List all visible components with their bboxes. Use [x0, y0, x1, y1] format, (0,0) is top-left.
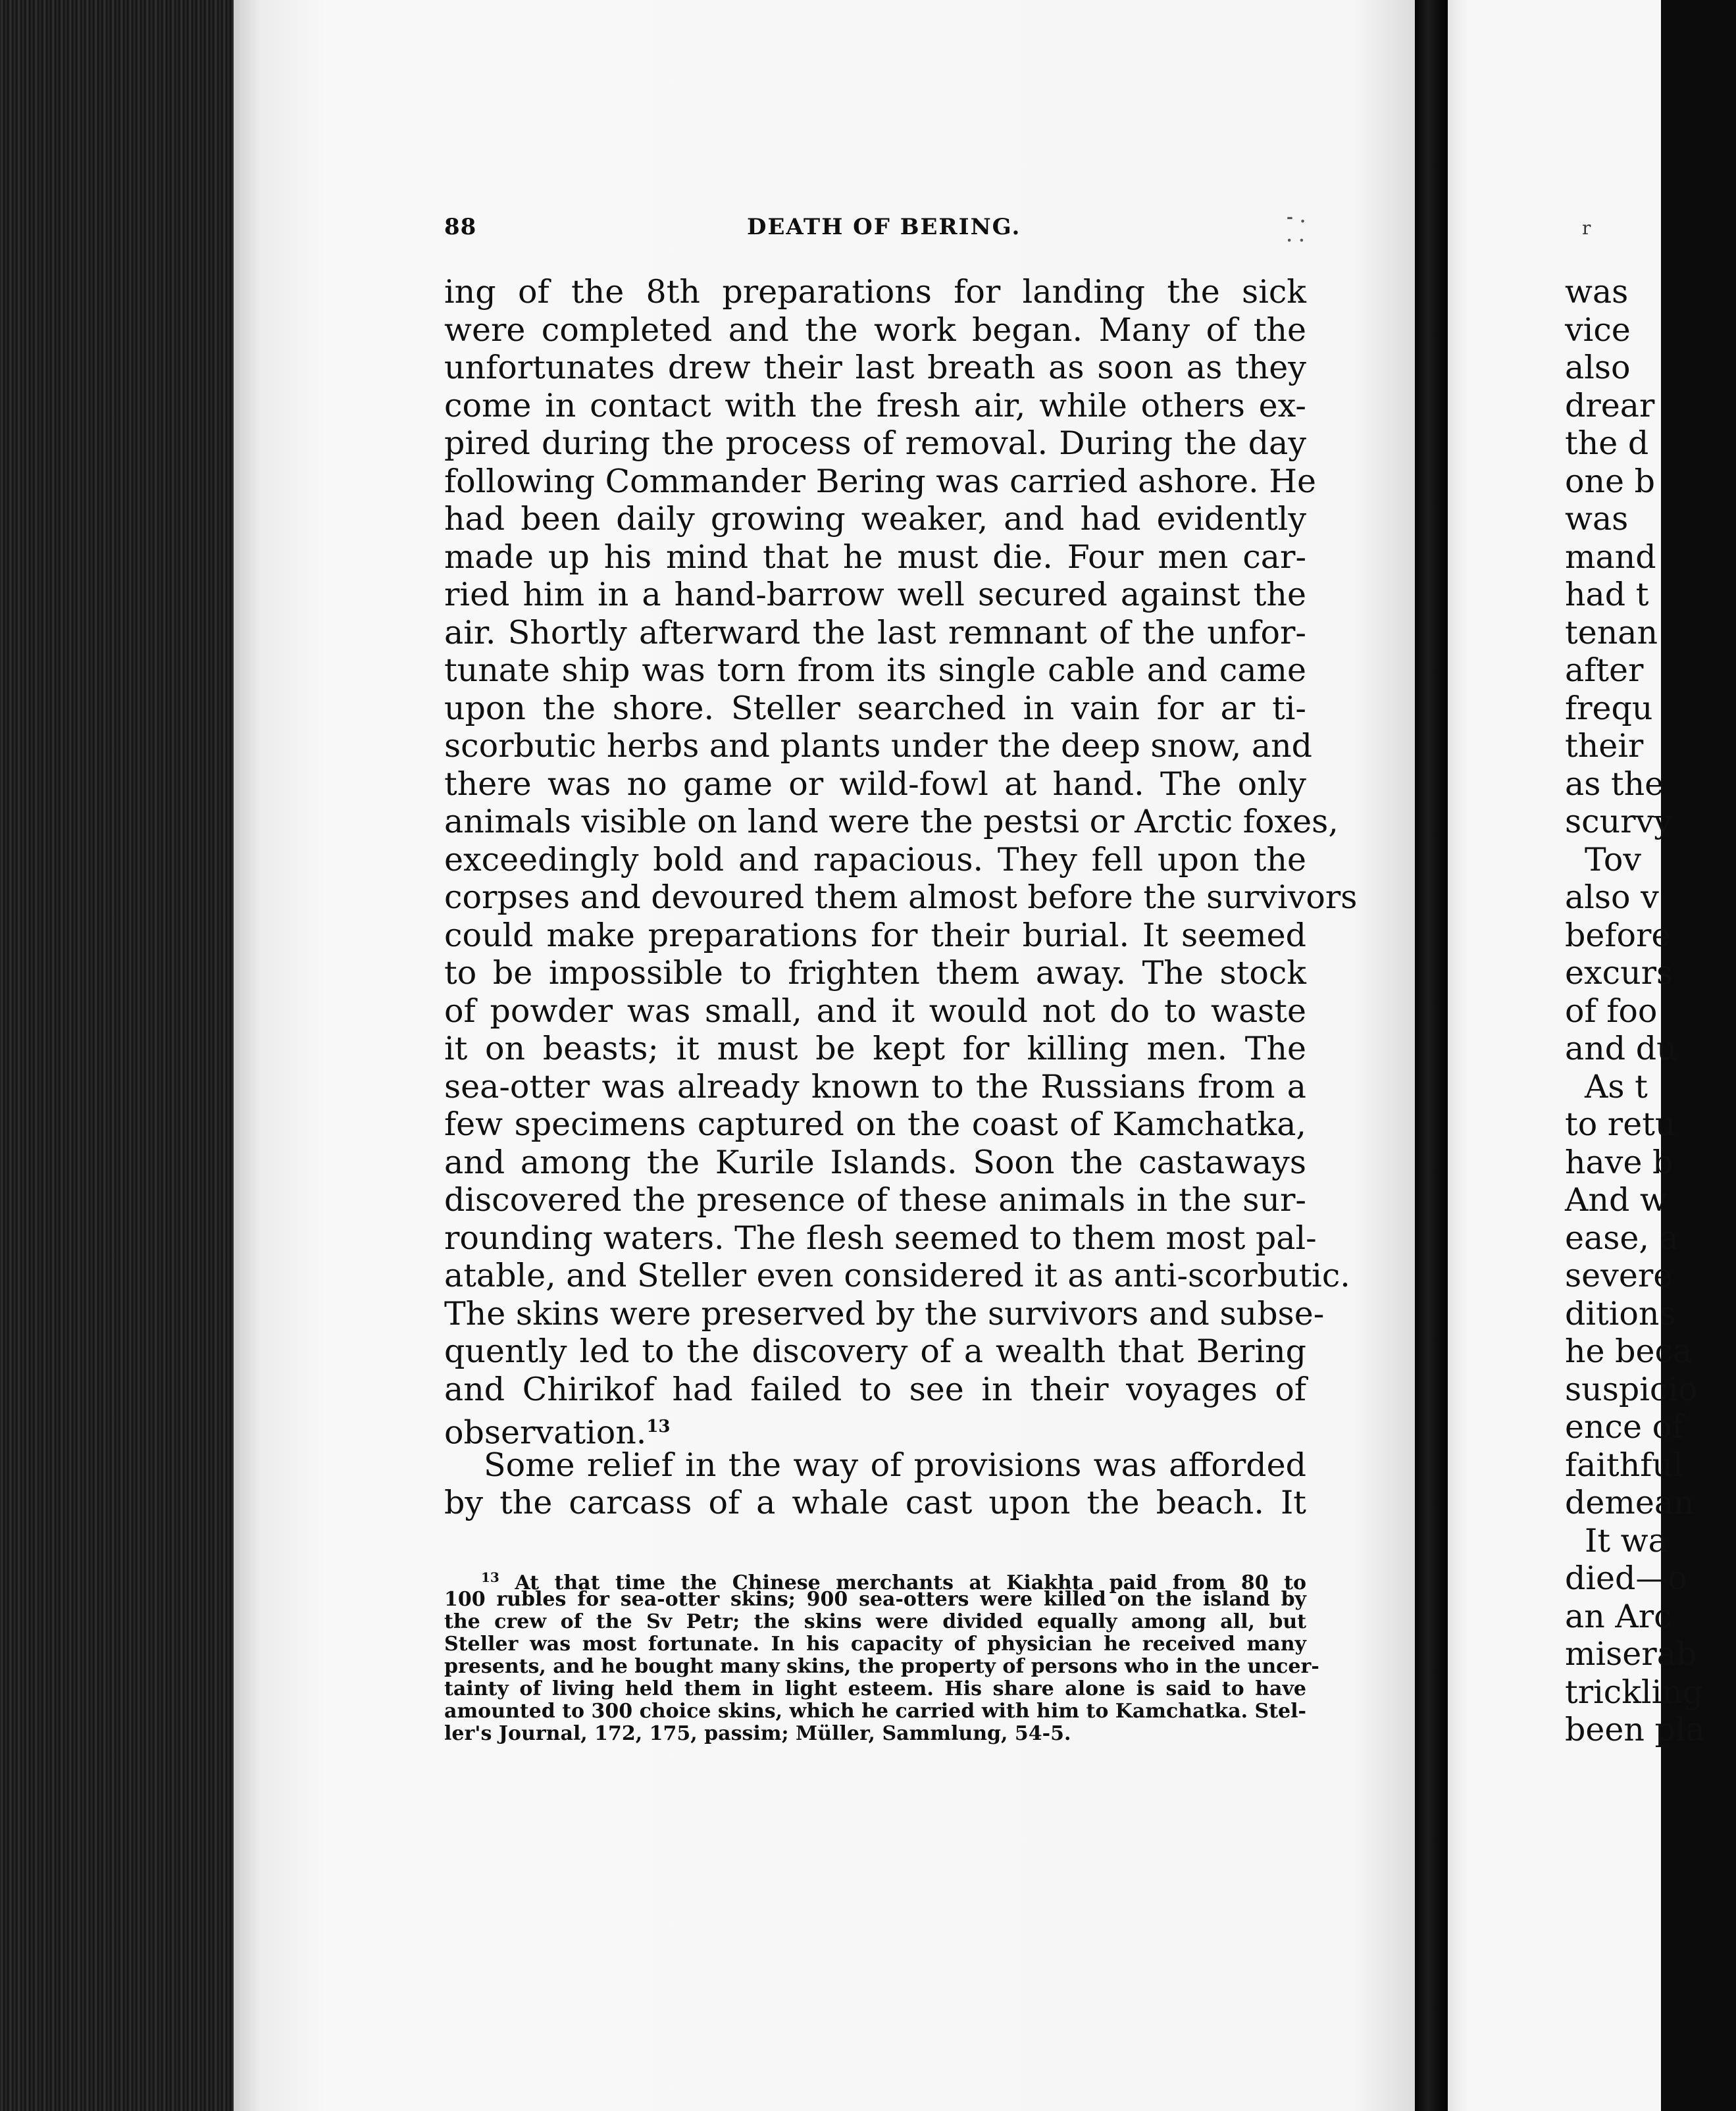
body-line: sea-otter was already known to the Russians from a: [444, 1067, 1306, 1106]
right-line: faithful: [1565, 1446, 1683, 1484]
right-line: also v: [1565, 878, 1659, 916]
right-line: of foo: [1565, 992, 1658, 1030]
body-line: to be impossible to frighten them away. The stock: [444, 954, 1306, 992]
body-line: rounding waters. The flesh seemed to them most pal-: [444, 1219, 1317, 1257]
right-line: ence of: [1565, 1408, 1684, 1446]
footnote-line: Steller was most fortunate. In his capacity of physician he received many: [444, 1633, 1306, 1656]
footnote-line: At that time the Chinese merchants at Kiakhta paid from 80 to: [515, 1571, 1306, 1594]
right-line: suspicio: [1565, 1370, 1698, 1408]
footnote-line-first: [444, 1566, 1306, 1594]
running-head: DEATH OF BERING.: [747, 214, 1021, 240]
footnote-line: ler's Journal, 172, 175, passim; Müller, Sammlung, 54-5.: [444, 1722, 1071, 1745]
body-line: tunate ship was torn from its single cable and came: [444, 651, 1306, 689]
right-line: he beca: [1565, 1333, 1693, 1370]
body-line: could make preparations for their burial. It seemed: [444, 916, 1306, 954]
right-line: excurs: [1565, 954, 1673, 992]
body-line: by the carcass of a whale cast upon the beach. It: [444, 1484, 1306, 1521]
right-line: severe: [1565, 1257, 1673, 1294]
right-line: trickling: [1565, 1673, 1704, 1711]
right-line: also: [1565, 349, 1631, 386]
right-line: vice: [1565, 311, 1631, 349]
body-line: animals visible on land were the pestsi or Arctic foxes,: [444, 803, 1339, 840]
right-page-text: [1565, 273, 1736, 1749]
book-gutter: [1415, 0, 1448, 2111]
body-line: observation.: [444, 1413, 647, 1452]
footnote-reference: 13: [646, 1417, 671, 1437]
body-line: and among the Kurile Islands. Soon the castaways: [444, 1143, 1306, 1181]
body-line: upon the shore. Steller searched in vain for ar ti-: [444, 689, 1306, 727]
footnote-line: presents, and he bought many skins, the property of persons who in the uncer-: [444, 1655, 1319, 1678]
body-line: made up his mind that he must die. Four men car-: [444, 538, 1306, 576]
right-line: ease, a: [1565, 1219, 1679, 1257]
body-line: ried him in a hand-barrow well secured against the: [444, 576, 1306, 613]
body-line: scorbutic herbs and plants under the deep snow, and: [444, 727, 1313, 765]
right-line: And w: [1565, 1181, 1668, 1219]
right-line: was: [1565, 500, 1629, 538]
body-line: quently led to the discovery of a wealth that Bering: [444, 1333, 1306, 1370]
right-line: had t: [1565, 576, 1649, 613]
body-line: had been daily growing weaker, and had evidently: [444, 500, 1306, 538]
body-line-with-footnote-ref: [444, 1408, 1306, 1452]
scanner-page-edge: [0, 0, 237, 2111]
footnote-line: the crew of the Sv Petr; the skins were divided equally among all, but: [444, 1610, 1306, 1633]
footnote-line: tainty of living held them in light esteem. His share alone is said to have: [444, 1677, 1306, 1700]
right-line: as the: [1565, 765, 1664, 803]
right-page-mark: r: [1582, 217, 1591, 239]
body-line: corpses and devoured them almost before the survivors: [444, 878, 1358, 916]
body-line: following Commander Bering was carried ashore. He: [444, 462, 1316, 500]
body-line: ing of the 8th preparations for landing the sick: [444, 273, 1306, 311]
body-line: were completed and the work began. Many of the: [444, 311, 1306, 349]
right-line: demean: [1565, 1484, 1695, 1521]
body-line: and Chirikof had failed to see in their voyages of: [444, 1370, 1306, 1408]
right-line: been pla: [1565, 1711, 1705, 1748]
right-line: before: [1565, 916, 1671, 954]
body-text: [444, 273, 1358, 1522]
page-header: [444, 207, 1306, 247]
right-line: drear: [1565, 386, 1655, 424]
right-line: frequ: [1565, 689, 1653, 727]
page-number: 88: [444, 214, 477, 240]
right-line: Tov: [1585, 840, 1642, 878]
body-line: there was no game or wild-fowl at hand. The only: [444, 765, 1306, 803]
body-line: few specimens captured on the coast of Kamchatka,: [444, 1106, 1306, 1143]
body-line: air. Shortly afterward the last remnant of the unfor-: [444, 613, 1306, 651]
right-line: the d: [1565, 424, 1649, 462]
header-mark: - . . .: [1287, 207, 1306, 245]
body-line: Some relief in the way of provisions was afforded: [484, 1446, 1306, 1484]
body-line: it on beasts; it must be kept for killing men. The: [444, 1030, 1306, 1067]
body-line: unfortunates drew their last breath as soon as they: [444, 349, 1306, 386]
right-line: have b: [1565, 1143, 1673, 1181]
body-line: The skins were preserved by the survivors and subse-: [444, 1294, 1325, 1333]
right-line: an Arc: [1565, 1597, 1672, 1635]
right-line: tenan: [1565, 613, 1658, 651]
right-line: It wa: [1585, 1521, 1668, 1560]
right-line: their: [1565, 727, 1644, 765]
body-line: come in contact with the fresh air, while others ex-: [444, 386, 1306, 424]
right-line: As t: [1585, 1067, 1648, 1106]
body-line: discovered the presence of these animals in the sur-: [444, 1181, 1306, 1219]
right-line: was: [1565, 273, 1629, 311]
right-line: after: [1565, 651, 1644, 689]
body-line: pired during the process of removal. During the day: [444, 424, 1306, 462]
right-line: one b: [1565, 462, 1655, 500]
right-line: ditions: [1565, 1294, 1676, 1333]
footnote-block: [444, 1566, 1319, 1745]
footnote-line: amounted to 300 choice skins, which he carried with him to Kamchatka. Stel-: [444, 1700, 1306, 1723]
right-line: scurvy: [1565, 803, 1672, 840]
right-line: mand: [1565, 538, 1656, 576]
right-line: died—o: [1565, 1560, 1687, 1597]
body-line: of powder was small, and it would not do to waste: [444, 992, 1306, 1030]
right-line: miserab: [1565, 1635, 1697, 1673]
footnote-number: 13: [481, 1569, 499, 1585]
body-line: exceedingly bold and rapacious. They fell upon the: [444, 840, 1306, 878]
footnote-line: 100 rubles for sea-otter skins; 900 sea-otters were killed on the island by: [444, 1588, 1306, 1611]
body-line: atable, and Steller even considered it as anti-scorbutic.: [444, 1257, 1350, 1294]
right-line: and du: [1565, 1030, 1677, 1067]
right-line: to retu: [1565, 1106, 1676, 1143]
